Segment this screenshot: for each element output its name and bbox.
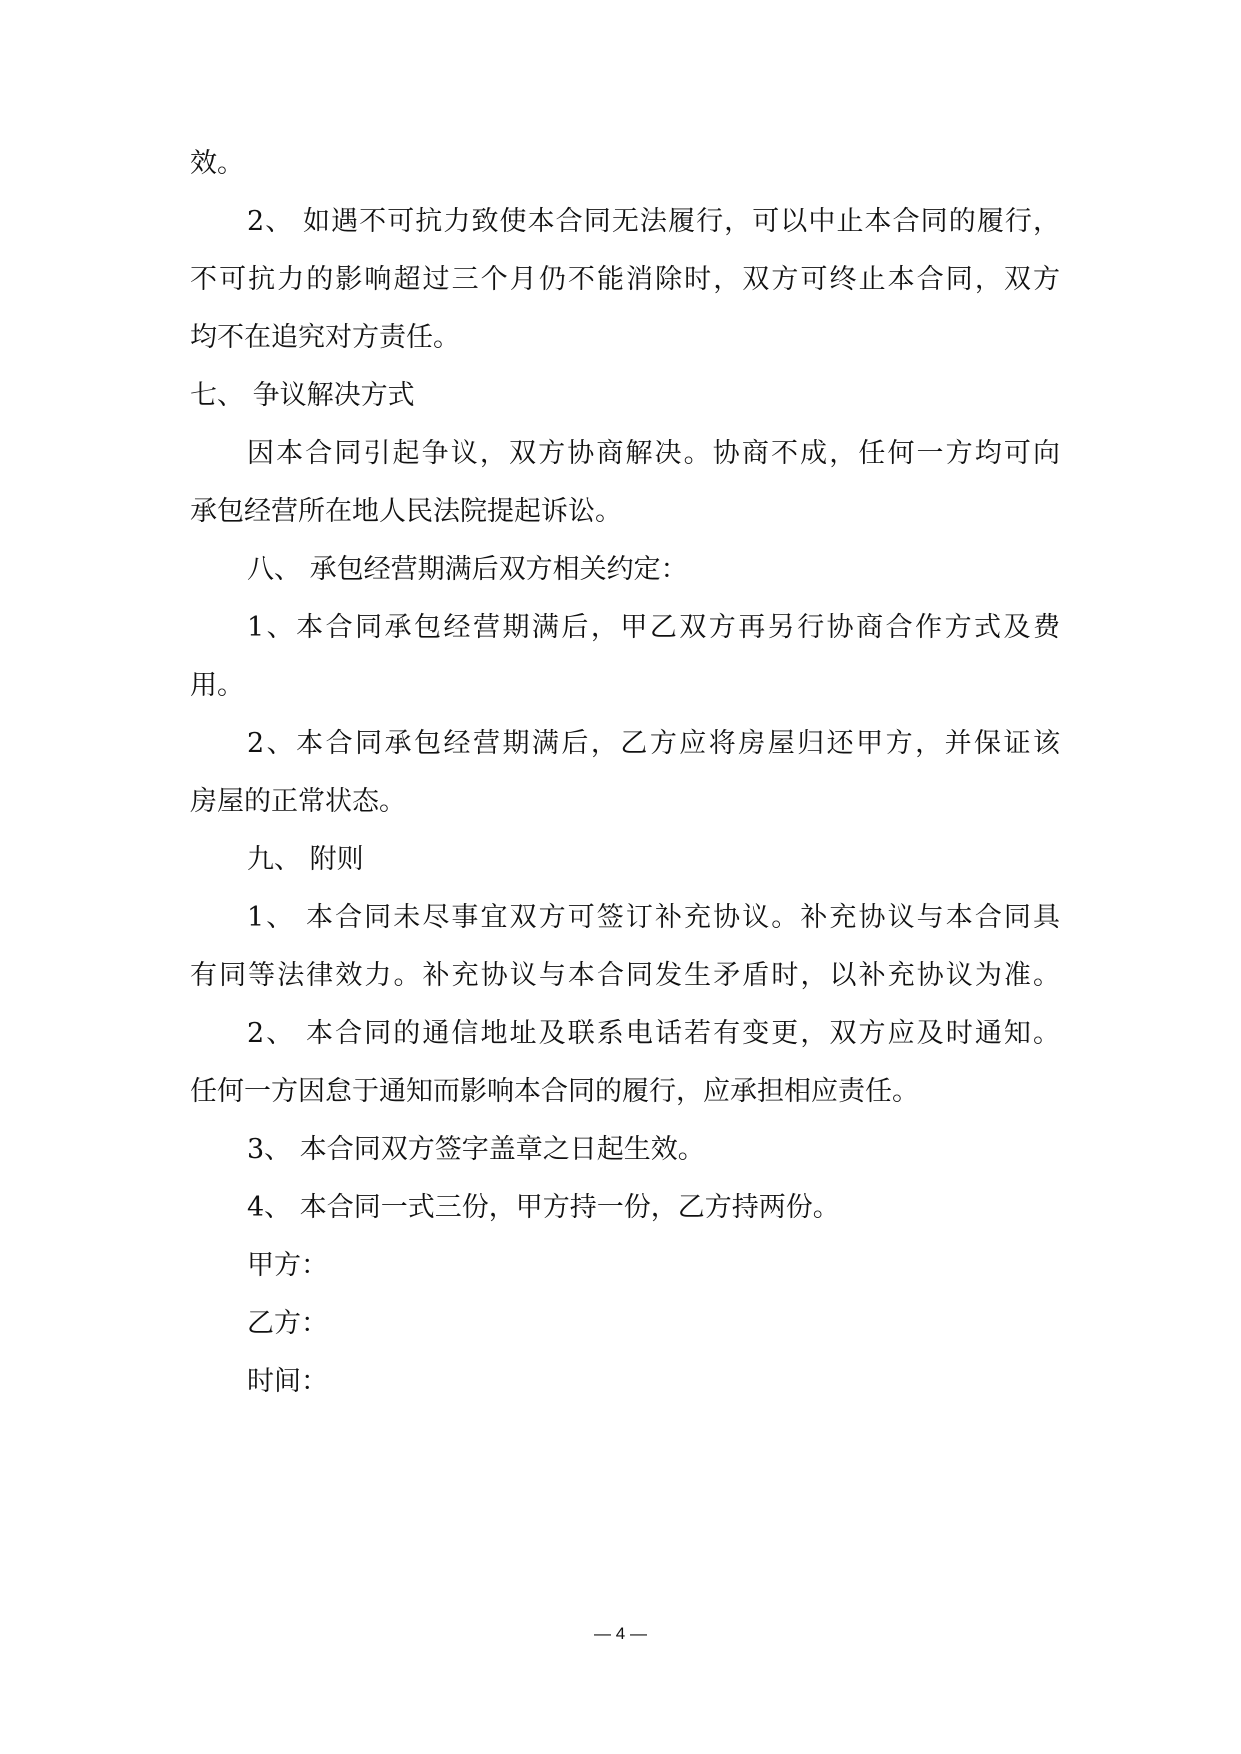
line-text: 效。: [190, 148, 244, 179]
signature-party-b: [0, 1306, 1241, 1342]
line-text: 2、 如遇不可抗力致使本合同无法履行，可以中止本合同的履行，: [247, 206, 1060, 237]
line-text: 1、本合同承包经营期满后，甲乙双方再另行协商合作方式及费: [247, 612, 1060, 643]
clause-8-item-1: [0, 610, 1241, 646]
line-text: 因本合同引起争议，双方协商解决。协商不成，任何一方均可向: [247, 438, 1060, 469]
heading-text: 七、 争议解决方式: [190, 380, 415, 411]
line-text: 承包经营所在地人民法院提起诉讼。: [190, 496, 622, 527]
line-text: 1、 本合同未尽事宜双方可签订补充协议。补充协议与本合同具: [247, 902, 1060, 933]
signature-label: 时间：: [247, 1366, 328, 1397]
page-number: — 4 —: [594, 1624, 647, 1643]
clause-9-item-3: [0, 1132, 1241, 1168]
text-line-continuation: [0, 146, 1241, 182]
clause-9-item-1-cont: [0, 958, 1241, 994]
line-text: 2、本合同承包经营期满后，乙方应将房屋归还甲方，并保证该: [247, 728, 1060, 759]
signature-label: 乙方：: [247, 1308, 328, 1339]
clause-6-item-2: [0, 204, 1241, 240]
line-text: 用。: [190, 670, 244, 701]
section-heading-9: [0, 842, 1241, 878]
section-heading-7: [0, 378, 1241, 414]
clause-8-item-2-cont: [0, 784, 1241, 820]
line-text: 任何一方因怠于通知而影响本合同的履行，应承担相应责任。: [190, 1076, 919, 1107]
line-text: 有同等法律效力。补充协议与本合同发生矛盾时，以补充协议为准。: [190, 960, 1060, 991]
line-text: 3、 本合同双方签字盖章之日起生效。: [247, 1134, 705, 1165]
heading-text: 九、 附则: [247, 844, 364, 875]
clause-9-item-2: [0, 1016, 1241, 1052]
line-text: 4、 本合同一式三份，甲方持一份，乙方持两份。: [247, 1192, 840, 1223]
line-text: 不可抗力的影响超过三个月仍不能消除时，双方可终止本合同，双方: [190, 264, 1060, 295]
line-text: 2、 本合同的通信地址及联系电话若有变更，双方应及时通知。: [247, 1018, 1060, 1049]
clause-9-item-1: [0, 900, 1241, 936]
clause-9-item-2-cont: [0, 1074, 1241, 1110]
signature-label: 甲方：: [247, 1250, 328, 1281]
line-text: 均不在追究对方责任。: [190, 322, 460, 353]
signature-party-a: [0, 1248, 1241, 1284]
signature-date: [0, 1364, 1241, 1400]
clause-6-item-2-cont: [0, 320, 1241, 356]
clause-8-item-2: [0, 726, 1241, 762]
clause-7-text-cont: [0, 494, 1241, 530]
clause-7-text: [0, 436, 1241, 472]
line-text: 房屋的正常状态。: [190, 786, 406, 817]
heading-text: 八、 承包经营期满后双方相关约定：: [247, 554, 688, 585]
clause-8-item-1-cont: [0, 668, 1241, 704]
section-heading-8: [0, 552, 1241, 588]
clause-6-item-2-cont: [0, 262, 1241, 298]
clause-9-item-4: [0, 1190, 1241, 1226]
